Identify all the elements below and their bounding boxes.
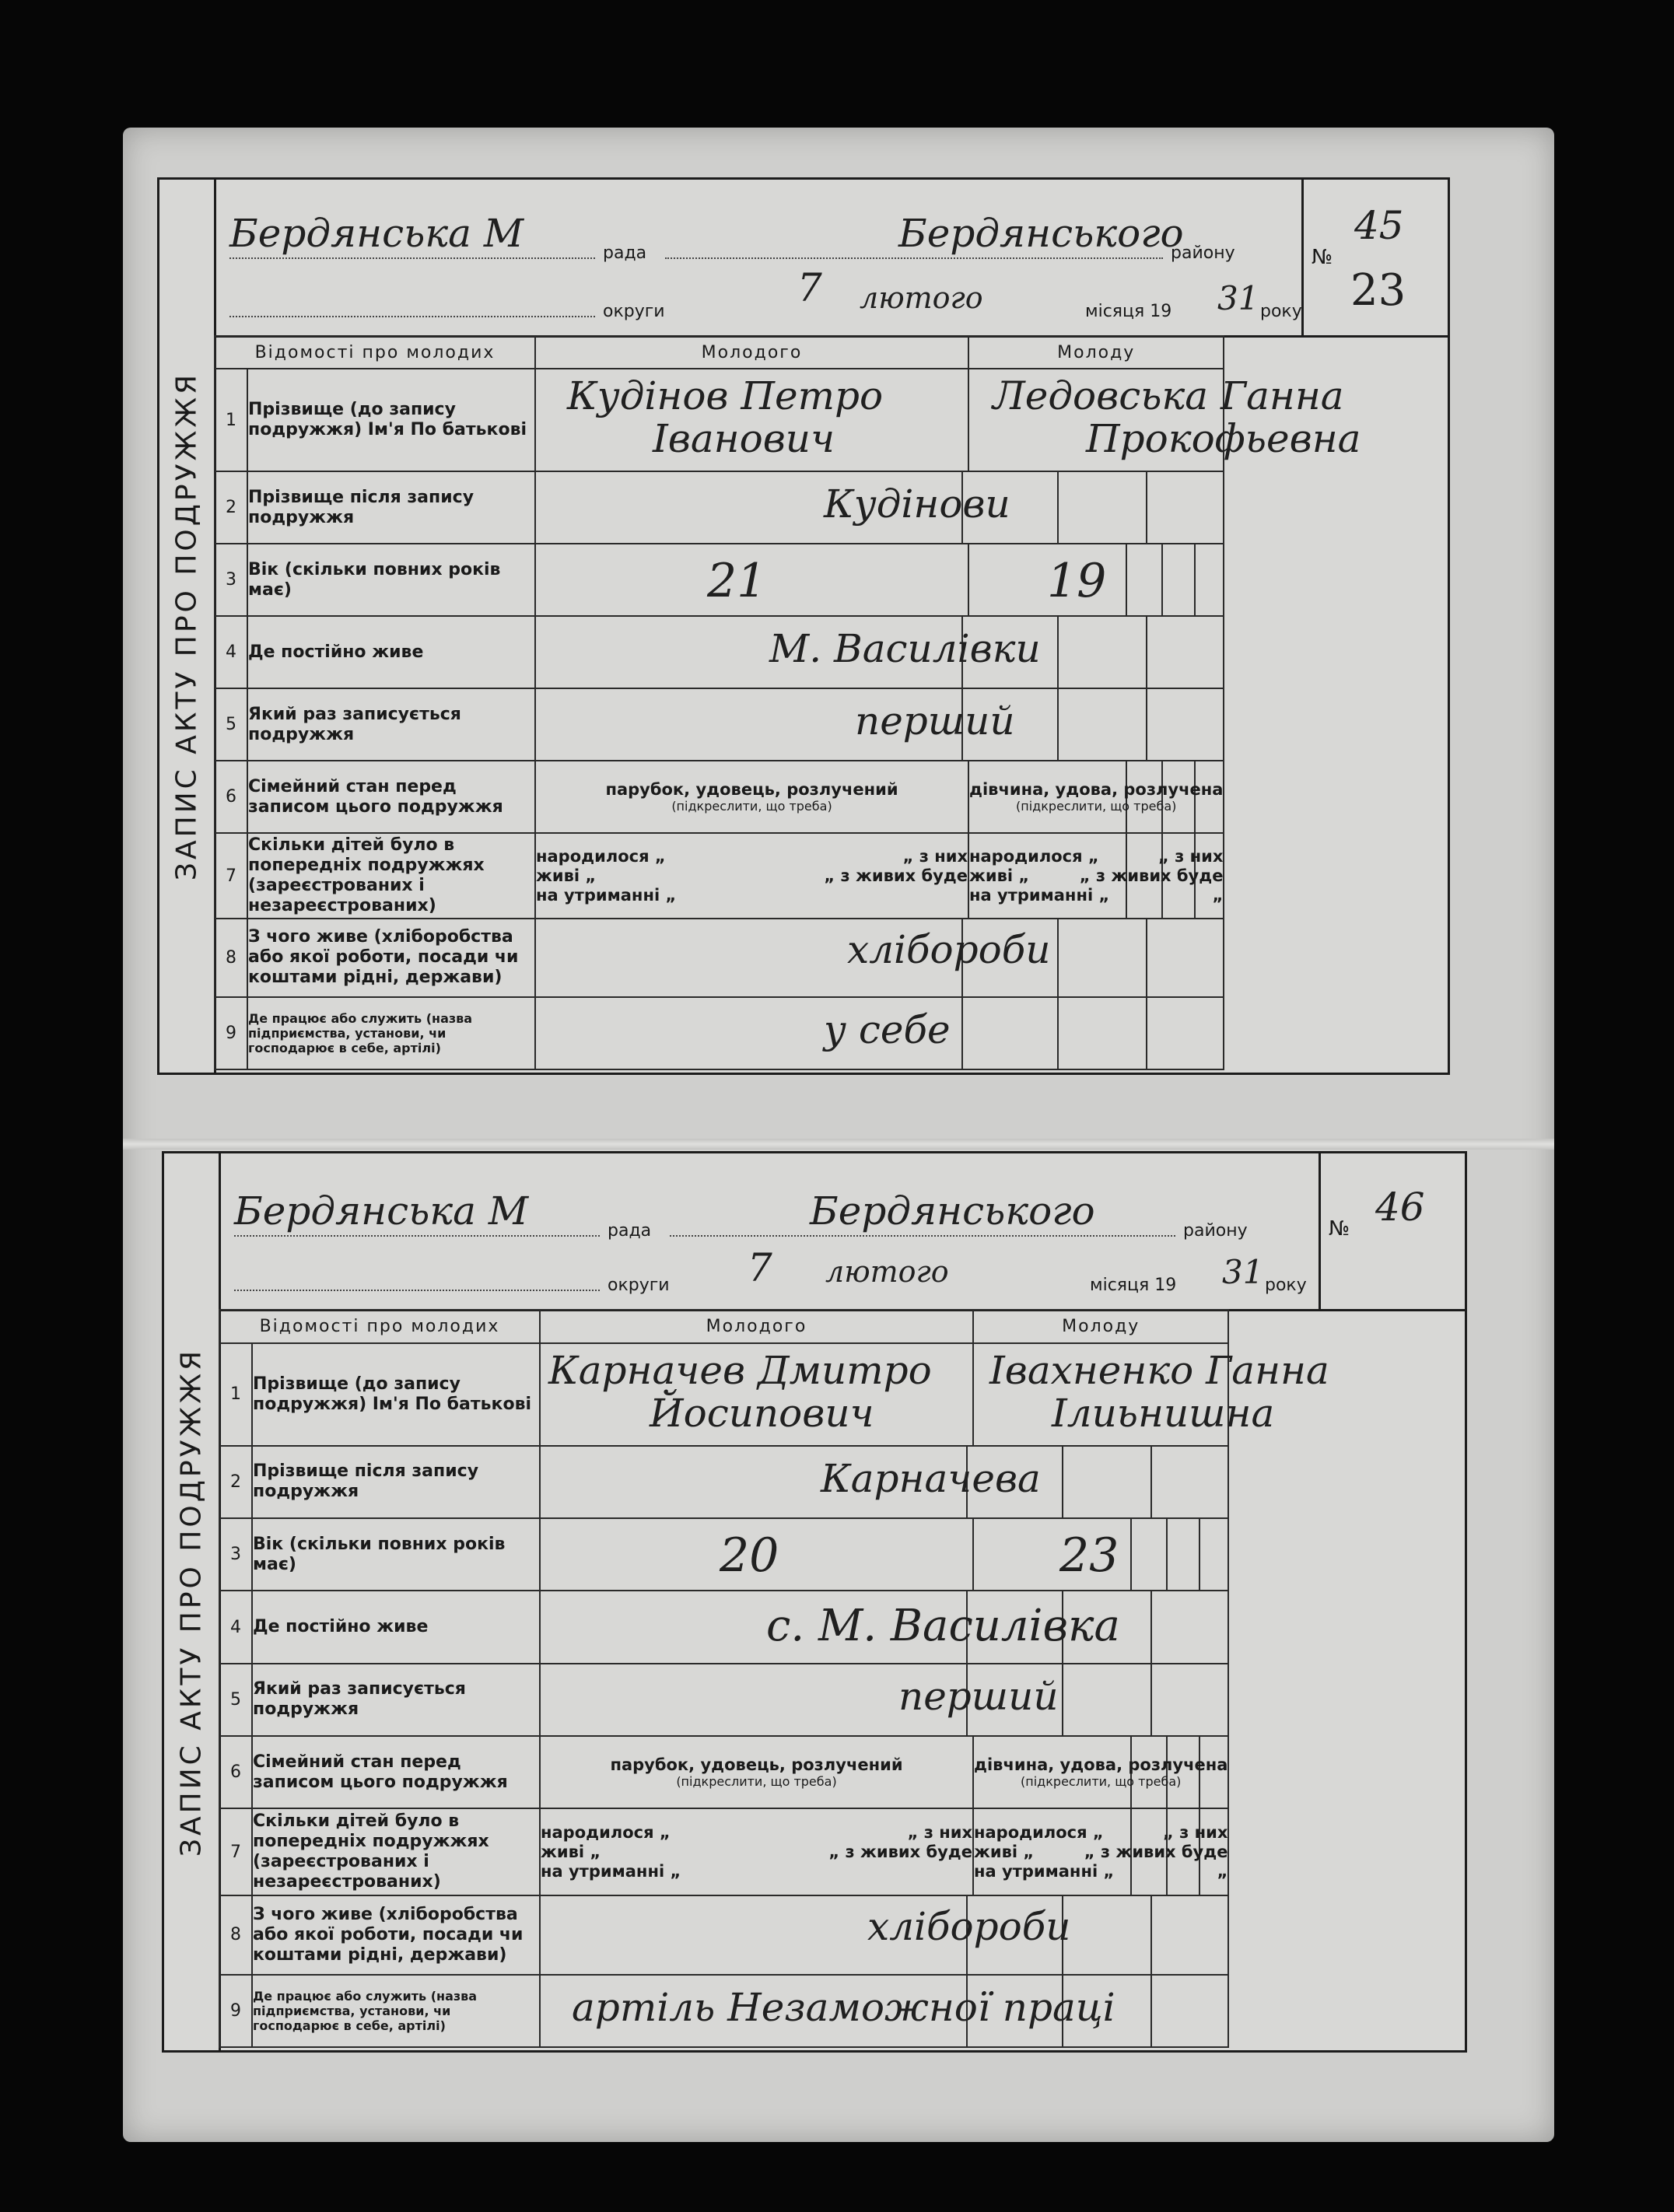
- okrug-line: [229, 316, 595, 317]
- workplace-cell: [535, 997, 1224, 1069]
- children-will-be: „ з живих буде: [1084, 1842, 1228, 1861]
- groom-name-cell: [535, 369, 968, 471]
- workplace-cell: [540, 1975, 1228, 2047]
- children-support: на утриманні „: [541, 1861, 681, 1881]
- surname-after-cell: [540, 1446, 1228, 1518]
- record-header: [219, 1153, 1465, 1311]
- times-cell: [535, 688, 1224, 761]
- children-born: народилося „: [974, 1822, 1104, 1842]
- district-line: [665, 257, 1163, 259]
- children-born: народилося „: [969, 846, 1099, 866]
- underline-note: (підкреслити, що треба): [676, 1774, 837, 1790]
- row-number: 1: [219, 1343, 252, 1446]
- sidebar-title: ЗАПИС АКТУ ПРО ПОДРУЖЖЯ: [175, 1347, 208, 1857]
- number-sign: №: [1329, 1217, 1350, 1241]
- bride-name-cell: [968, 369, 1361, 471]
- record-number-box: [1319, 1153, 1465, 1309]
- groom-marital-options: парубок, удовець, розлучений: [605, 780, 898, 800]
- record-number-box: [1301, 180, 1448, 335]
- row-label-times: Який раз записується подружжя: [247, 688, 535, 761]
- number-sign: №: [1312, 246, 1333, 269]
- roku-label: року: [1260, 302, 1302, 321]
- underline-note: (підкреслити, що треба): [1021, 1774, 1182, 1790]
- okrug-line: [234, 1290, 600, 1291]
- row-number: 7: [215, 833, 247, 918]
- times-cell: [540, 1664, 1228, 1736]
- bride-name-cell: [973, 1343, 1329, 1446]
- record-number-extra: 23: [1350, 265, 1406, 316]
- workplace: артіль Незаможної праці: [572, 1984, 1115, 2030]
- row-label-residence: Де постійно живе: [252, 1591, 540, 1663]
- col-header-groom: Молодого: [540, 1310, 973, 1343]
- bride-age-cell: [968, 544, 1224, 616]
- misyatsia-label: місяця 19: [1085, 302, 1172, 321]
- record-number: 46: [1375, 1185, 1425, 1230]
- times-married: перший: [898, 1673, 1059, 1719]
- row-number: 6: [219, 1736, 252, 1808]
- raionu-label: району: [1171, 243, 1235, 263]
- underline-note: (підкреслити, що треба): [1016, 799, 1177, 814]
- residence-cell: [540, 1591, 1228, 1663]
- bride-name: Ледовська Ганна: [993, 373, 1344, 419]
- groom-name-cell: [540, 1343, 973, 1446]
- surname-after-cell: [535, 471, 1224, 544]
- row-label-surname-after: Прізвище після запису подружжя: [247, 471, 535, 544]
- children-of-them: „ з них: [1163, 1822, 1228, 1842]
- col-header-info: Відомості про молодих: [215, 336, 535, 369]
- record-table: [214, 335, 1361, 1070]
- rada-label: рада: [603, 243, 647, 263]
- groom-children-cell: [535, 833, 968, 918]
- row-label-age: Вік (скільки повних років має): [252, 1518, 540, 1591]
- children-close: „: [1212, 885, 1224, 905]
- bride-name: Івахненко Ганна: [989, 1347, 1329, 1393]
- year-suffix: 31: [1217, 279, 1259, 317]
- children-born: народилося „: [541, 1822, 671, 1842]
- record-sidebar: [164, 1153, 221, 2050]
- row-label-marital: Сімейний стан перед записом цього подружжя: [247, 761, 535, 833]
- col-header-groom: Молодого: [535, 336, 968, 369]
- children-born: народилося „: [536, 846, 666, 866]
- row-number: 3: [215, 544, 247, 616]
- groom-name: Карначев Дмитро: [548, 1347, 932, 1393]
- bride-marital-options: дівчина, удова, розлучена: [974, 1755, 1228, 1775]
- workplace: у себе: [824, 1006, 951, 1052]
- district-line: [670, 1235, 1175, 1237]
- surname-after: Карначева: [821, 1455, 1041, 1501]
- row-label-occupation: З чого живе (хліборобства або якої роботи, посади чи коштами рідні, держави): [247, 919, 535, 997]
- children-alive: живі „: [536, 866, 597, 885]
- children-will-be: „ з живих буде: [1079, 866, 1224, 885]
- row-label-occupation: З чого живе (хліборобства або якої роботи, посади чи коштами рідні, держави): [252, 1895, 540, 1974]
- groom-children-cell: [540, 1808, 973, 1895]
- bride-children-cell: [968, 833, 1224, 918]
- row-number: 5: [215, 688, 247, 761]
- council-line: [229, 257, 595, 259]
- row-label-children: Скільки дітей було в попередніх подружжях (зареєстрованих і незареєстрованих): [252, 1808, 540, 1895]
- row-number: 2: [215, 471, 247, 544]
- day: 7: [748, 1245, 772, 1290]
- month: лютого: [860, 281, 983, 315]
- residence-cell: [535, 616, 1224, 688]
- marriage-record-card: [157, 177, 1450, 1075]
- year-suffix: 31: [1222, 1253, 1264, 1291]
- row-number: 8: [215, 919, 247, 997]
- row-number: 6: [215, 761, 247, 833]
- row-label-children: Скільки дітей було в попередніх подружжях (зареєстрованих і незареєстрованих): [247, 833, 535, 918]
- row-number: 7: [219, 1808, 252, 1895]
- row-number: 8: [219, 1895, 252, 1974]
- children-close: „: [1217, 1861, 1228, 1881]
- surname-after: Кудінови: [824, 481, 1010, 527]
- groom-patronymic: Йосипович: [650, 1390, 874, 1436]
- row-label-name: Прізвище (до запису подружжя) Ім'я По батькові: [247, 369, 535, 471]
- children-support: на утриманні „: [974, 1861, 1115, 1881]
- bride-marital-cell: [973, 1736, 1228, 1808]
- row-label-workplace: Де працює або служить (назва підприємства, установи, чи господарює в себе, артілі): [247, 997, 535, 1069]
- groom-marital-options: парубок, удовець, розлучений: [610, 1755, 903, 1775]
- residence: М. Василівки: [769, 626, 1041, 672]
- children-of-them: „ з них: [1158, 846, 1224, 866]
- row-label-name: Прізвище (до запису подружжя) Ім'я По батькові: [252, 1343, 540, 1446]
- children-alive: живі „: [541, 1842, 601, 1861]
- bride-age: 23: [1059, 1528, 1119, 1583]
- row-number: 4: [219, 1591, 252, 1663]
- groom-age: 20: [720, 1528, 779, 1583]
- record-sidebar: [159, 180, 216, 1073]
- bride-patronymic: Прокофьевна: [1086, 416, 1361, 462]
- occupation-cell: [535, 919, 1224, 997]
- district-name: Бердянського: [810, 1188, 1095, 1234]
- raionu-label: району: [1183, 1221, 1248, 1241]
- row-label-marital: Сімейний стан перед записом цього подружжя: [252, 1736, 540, 1808]
- children-will-be: „ з живих буде: [828, 1842, 972, 1861]
- groom-age-cell: [540, 1518, 973, 1591]
- row-label-times: Який раз записується подружжя: [252, 1664, 540, 1736]
- col-header-bride: Молоду: [968, 336, 1224, 369]
- groom-marital-cell: [540, 1736, 973, 1808]
- children-alive: живі „: [974, 1842, 1035, 1861]
- rada-label: рада: [608, 1221, 652, 1241]
- row-number: 3: [219, 1518, 252, 1591]
- occupation: хлібороби: [867, 1904, 1071, 1950]
- children-support: на утриманні „: [969, 885, 1110, 905]
- row-number: 2: [219, 1446, 252, 1518]
- groom-age-cell: [535, 544, 968, 616]
- council-name: Бердянська М: [234, 1188, 529, 1234]
- roku-label: року: [1265, 1276, 1307, 1295]
- occupation-cell: [540, 1895, 1228, 1974]
- children-will-be: „ з живих буде: [824, 866, 968, 885]
- bride-marital-cell: [968, 761, 1224, 833]
- bride-patronymic: Ілиьнишна: [1052, 1390, 1275, 1436]
- residence: с. М. Василівка: [766, 1601, 1120, 1652]
- children-of-them: „ з них: [907, 1822, 972, 1842]
- row-number: 4: [215, 616, 247, 688]
- bride-age: 19: [1047, 554, 1107, 609]
- okrugy-label: округи: [608, 1276, 670, 1295]
- row-number: 5: [219, 1664, 252, 1736]
- children-of-them: „ з них: [902, 846, 968, 866]
- bride-marital-options: дівчина, удова, розлучена: [969, 780, 1224, 800]
- underline-note: (підкреслити, що треба): [671, 799, 832, 814]
- row-number: 9: [215, 997, 247, 1069]
- times-married: перший: [855, 698, 1015, 744]
- month: лютого: [825, 1255, 949, 1289]
- row-label-age: Вік (скільки повних років має): [247, 544, 535, 616]
- record-number: 45: [1354, 203, 1404, 248]
- sidebar-title: ЗАПИС АКТУ ПРО ПОДРУЖЖЯ: [170, 371, 203, 881]
- col-header-bride: Молоду: [973, 1310, 1228, 1343]
- bride-children-cell: [973, 1808, 1228, 1895]
- page-fold: [123, 1139, 1554, 1150]
- occupation: хлібороби: [847, 926, 1051, 972]
- col-header-info: Відомості про молодих: [219, 1310, 540, 1343]
- row-number: 9: [219, 1975, 252, 2047]
- groom-patronymic: Іванович: [653, 416, 835, 462]
- groom-name: Кудінов Петро: [567, 373, 884, 419]
- row-label-workplace: Де працює або служить (назва підприємства, установи, чи господарює в себе, артілі): [252, 1975, 540, 2047]
- groom-age: 21: [707, 554, 767, 609]
- day: 7: [797, 265, 822, 310]
- record-header: [214, 180, 1448, 338]
- children-alive: живі „: [969, 866, 1030, 885]
- marriage-record-card: [162, 1151, 1467, 2053]
- council-name: Бердянська М: [229, 211, 524, 256]
- record-table: [219, 1309, 1329, 2048]
- row-label-residence: Де постійно живе: [247, 616, 535, 688]
- children-support: на утриманні „: [536, 885, 677, 905]
- district-name: Бердянського: [898, 211, 1184, 256]
- misyatsia-label: місяця 19: [1090, 1276, 1177, 1295]
- council-line: [234, 1235, 600, 1237]
- row-number: 1: [215, 369, 247, 471]
- groom-marital-cell: [535, 761, 968, 833]
- okrugy-label: округи: [603, 302, 665, 321]
- bride-age-cell: [973, 1518, 1228, 1591]
- row-label-surname-after: Прізвище після запису подружжя: [252, 1446, 540, 1518]
